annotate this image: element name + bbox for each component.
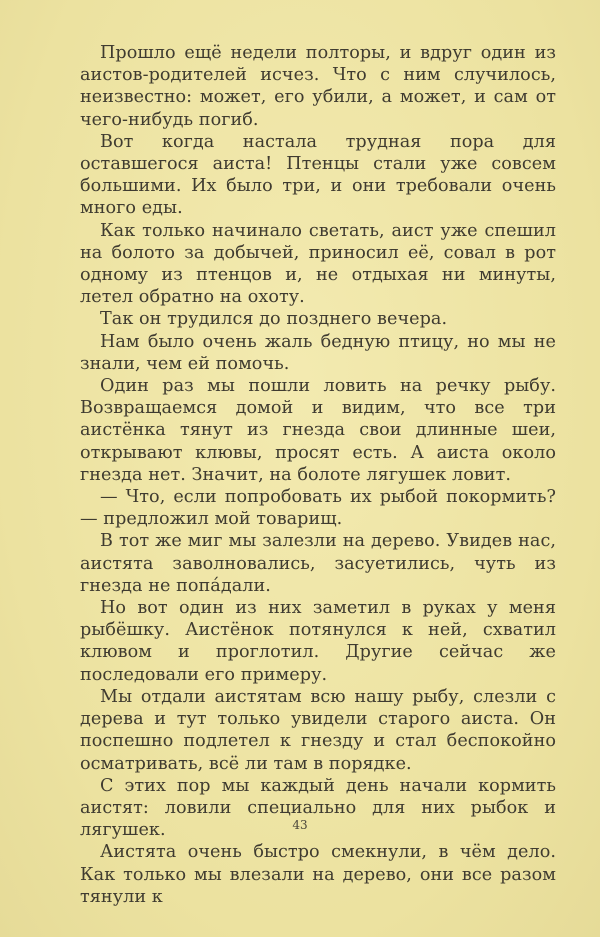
page-number: 43 [292,818,308,832]
page-text [80,42,556,908]
paragraph-2: Вот когда настала трудная пора для оставшегося аиста! Птенцы стали уже совсем большими. Их было три, и они требовали очень много еды. [80,131,556,219]
paragraph-5: Нам было очень жаль бедную птицу, но мы не знали, чем ей помочь. [80,331,556,374]
paragraph-8: В тот же миг мы залезли на дерево. Увидев нас, аистята заволновались, засуетились, чуть из гнезда не попа́дали. [80,531,556,596]
paragraph-3: Как только начинало светать, аист уже спешил на болото за добычей, приносил её, совал в рот одному из птенцов и, не отдыхая ни минуты, летел обратно на охоту. [80,220,556,308]
paragraph-11: С этих пор мы каждый день начали кормить аистят: ловили специально для них рыбок и лягушек. [80,775,556,841]
paragraph-4: Так он трудился до позднего вечера. [100,309,448,330]
paragraph-6: Один раз мы пошли ловить на речку рыбу. Возвращаемся домой и видим, что все три аистёнка тянут из гнезда свои длинные шеи, открывают клювы, просят есть. А аиста около гнезда нет. Значит, на болоте лягушек ловит. [80,376,556,485]
paragraph-9: Но вот один из них заметил в руках у меня рыбёшку. Аистёнок потянулся к ней, схватил клювом и проглотил. Другие сейчас же последовали его примеру. [80,598,556,685]
paragraph-12: Аистята очень быстро смекнули, в чём дело. Как только мы влезали на дерево, они все разом тянули к [80,842,556,907]
paragraph-10: Мы отдали аистятам всю нашу рыбу, слезли с дерева и тут только увидели старого аиста. Он поспешно подлетел к гнезду и стал беспокойно осматривать, всё ли там в порядке. [80,686,556,774]
paragraph-7: — Что, если попробовать их рыбой покормить? — предложил мой товарищ. [80,487,556,530]
paragraph-1: Прошло ещё недели полторы, и вдруг один из аистов-родителей исчез. Что с ним случилось, неизвестно: может, его убили, а может, и сам от чего-нибудь погиб. [80,43,556,130]
